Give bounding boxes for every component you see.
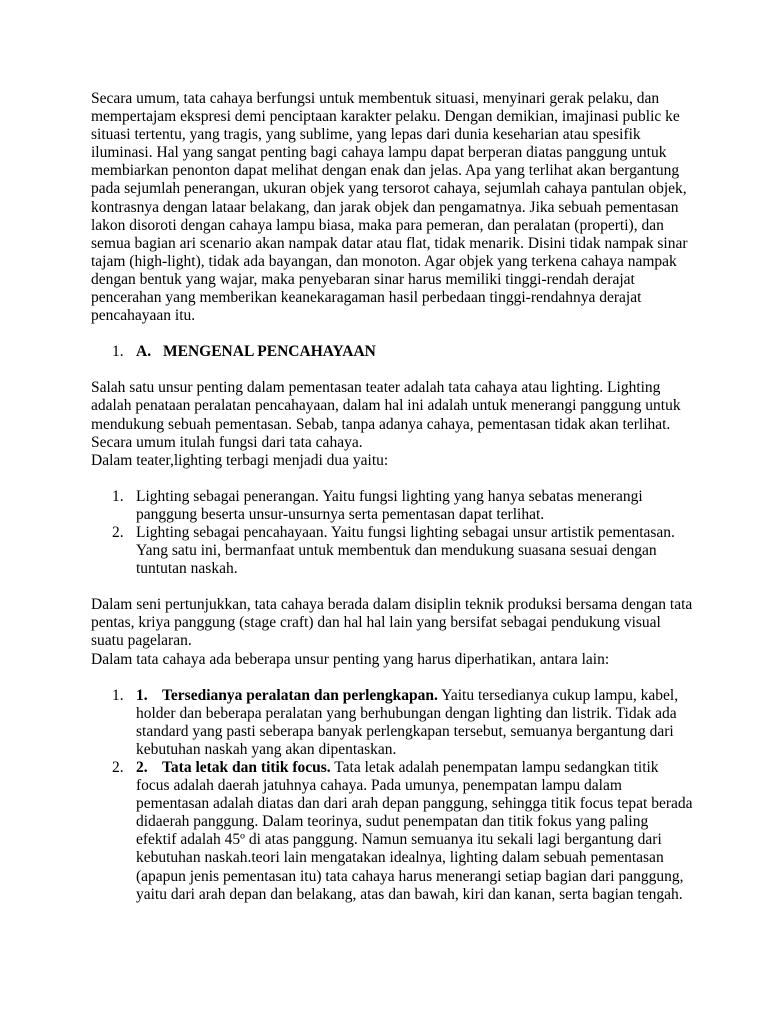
text-line: Secara umum itulah fungsi dari tata cahaya. [91, 433, 363, 451]
text-line: tuntutan naskah. [136, 560, 238, 578]
text-line: Yang satu ini, bermanfaat untuk membentuk dan mendukung suasana sesuai dengan [136, 542, 657, 560]
section2-paragraph [91, 596, 691, 668]
text-line: kebutuhan naskah.teori lain mengatakan idealnya, lighting dalam sebuah pementasan [136, 849, 664, 867]
text-line: mendukung sebuah pementasan. Sebab, tanpa adanya cahaya, pementasan tidak akan terlihat. [91, 415, 671, 433]
lighting-types-list [91, 488, 691, 578]
text-line: adalah penataan peralatan pencahayaan, dalam hal ini adalah untuk menerangi panggung untuk [91, 397, 681, 415]
item-inner-number: 1. [136, 686, 148, 704]
text-line: suatu pagelaran. [91, 632, 192, 650]
list-item [91, 759, 691, 904]
item-inner-number: 2. [136, 759, 148, 776]
text-line: pencahayaan itu. [91, 307, 196, 325]
list-item [91, 488, 691, 524]
heading-letter: A. [136, 343, 152, 361]
text-line: iluminasi. Hal yang sangat penting bagi cahaya lampu dapat berperan diatas panggung untuk [91, 144, 667, 162]
text-line [136, 687, 691, 705]
text-line: pentas, kriya panggung (stage craft) dan hal hal lain yang bersifat sebagai pendukung visual [91, 614, 661, 632]
text-line: pencerahan yang memberikan keanekaragaman hasil perbedaan tinggi-rendahnya derajat [91, 289, 642, 307]
text-line: Dalam seni pertunjukkan, tata cahaya berada dalam disiplin teknik produksi bersama dengan tata [91, 596, 693, 614]
item-first-line: Yaitu tersedianya cukup lampu, kabel, [437, 686, 679, 704]
list-item [91, 524, 691, 578]
item-title: Tata letak dan titik focus. [162, 759, 331, 776]
text-line: panggung beserta unsur-unsurnya serta pementasan dapat terlihat. [136, 505, 545, 523]
section-heading [91, 343, 691, 361]
text-line: holder dan beberapa peralatan yang berhubungan dengan lighting dan listrik. Tidak ada [136, 704, 677, 722]
text-line: pementasan adalah diatas dan dari arah depan panggung, sehingga titik focus tepat berada [136, 795, 693, 813]
text-line: tajam (high-light), tidak ada bayangan, dan monoton. Agar objek yang terkena cahaya nampak [91, 252, 677, 270]
list-item-number: 2. [112, 523, 124, 541]
text-line: didaerah panggung. Dalam teorinya, sudut penempatan dan titik fokus yang paling [136, 813, 649, 831]
item-title: Tersedianya peralatan dan perlengkapan. [162, 686, 438, 704]
lighting-elements-list [91, 687, 691, 904]
text-line: kontrasnya dengan lataar belakang, dan jarak objek dan pengamatnya. Jika sebuah pementasan [91, 198, 679, 216]
list-item-number: 2. [112, 759, 124, 776]
document-page [91, 90, 691, 904]
text-line [136, 759, 691, 777]
text-line: Lighting sebagai penerangan. Yaitu fungsi lighting yang hanya sebatas menerangi [136, 487, 643, 505]
text-line: lakon disoroti dengan cahaya lampu biasa, maka para pemeran, dan peralatan (properti), dan [91, 216, 664, 234]
item-first-line: Tata letak adalah penempatan lampu sedangkan titik [330, 759, 659, 776]
text-line: Dalam tata cahaya ada beberapa unsur penting yang harus diperhatikan, antara lain: [91, 650, 610, 668]
text-line: yaitu dari arah depan dan belakang, atas dan bawah, kiri dan kanan, serta bagian tengah. [136, 885, 683, 903]
intro-paragraph [91, 90, 691, 325]
text-line: situasi tertentu, yang tragis, yang sublime, yang lepas dari dunia keseharian atau spesifik [91, 126, 641, 144]
text-line: standard yang pasti seberapa banyak perlengkapan tersebut, semuanya bergantung dari [136, 722, 674, 740]
text-line: kebutuhan naskah yang akan dipentaskan. [136, 740, 397, 758]
text-line: efektif adalah 45º di atas panggung. Namun semuanya itu sekali lagi bergantung dari [136, 831, 662, 849]
section1-paragraph [91, 379, 691, 469]
text-line: Lighting sebagai pencahayaan. Yaitu fungsi lighting sebagai unsur artistik pementasan. [136, 523, 675, 541]
text-line: focus adalah daerah jatuhnya cahaya. Pada umunya, penempatan lampu dalam [136, 777, 622, 795]
text-line: dengan bentuk yang wajar, maka penyebaran sinar harus memiliki tinggi-rendah derajat [91, 270, 635, 288]
list-item-number: 1. [112, 686, 124, 704]
text-line: Secara umum, tata cahaya berfungsi untuk membentuk situasi, menyinari gerak pelaku, dan [91, 90, 660, 107]
text-line: Salah satu unsur penting dalam pementasan teater adalah tata cahaya atau lighting. Lighting [91, 379, 661, 397]
text-line: mempertajam ekspresi demi penciptaan karakter pelaku. Dengan demikian, imajinasi public ke [91, 108, 680, 126]
text-line: semua bagian ari scenario akan nampak datar atau flat, tidak menarik. Disini tidak nampak sinar [91, 234, 688, 252]
text-line: Dalam teater,lighting terbagi menjadi dua yaitu: [91, 451, 389, 469]
heading-title: MENGENAL PENCAHAYAAN [163, 343, 376, 361]
list-item [91, 687, 691, 759]
list-item-number: 1. [112, 487, 124, 505]
text-line: (apapun jenis pementasan itu) tata cahaya harus menerangi setiap bagian dari panggung, [136, 867, 684, 885]
text-line: pada sejumlah penerangan, ukuran objek yang tersorot cahaya, sejumlah cahaya pantulan objek, [91, 180, 687, 198]
heading-number: 1. [112, 343, 124, 361]
text-line: membiarkan penonton dapat melihat dengan enak dan jelas. Apa yang terlihat akan bergantung [91, 162, 680, 180]
